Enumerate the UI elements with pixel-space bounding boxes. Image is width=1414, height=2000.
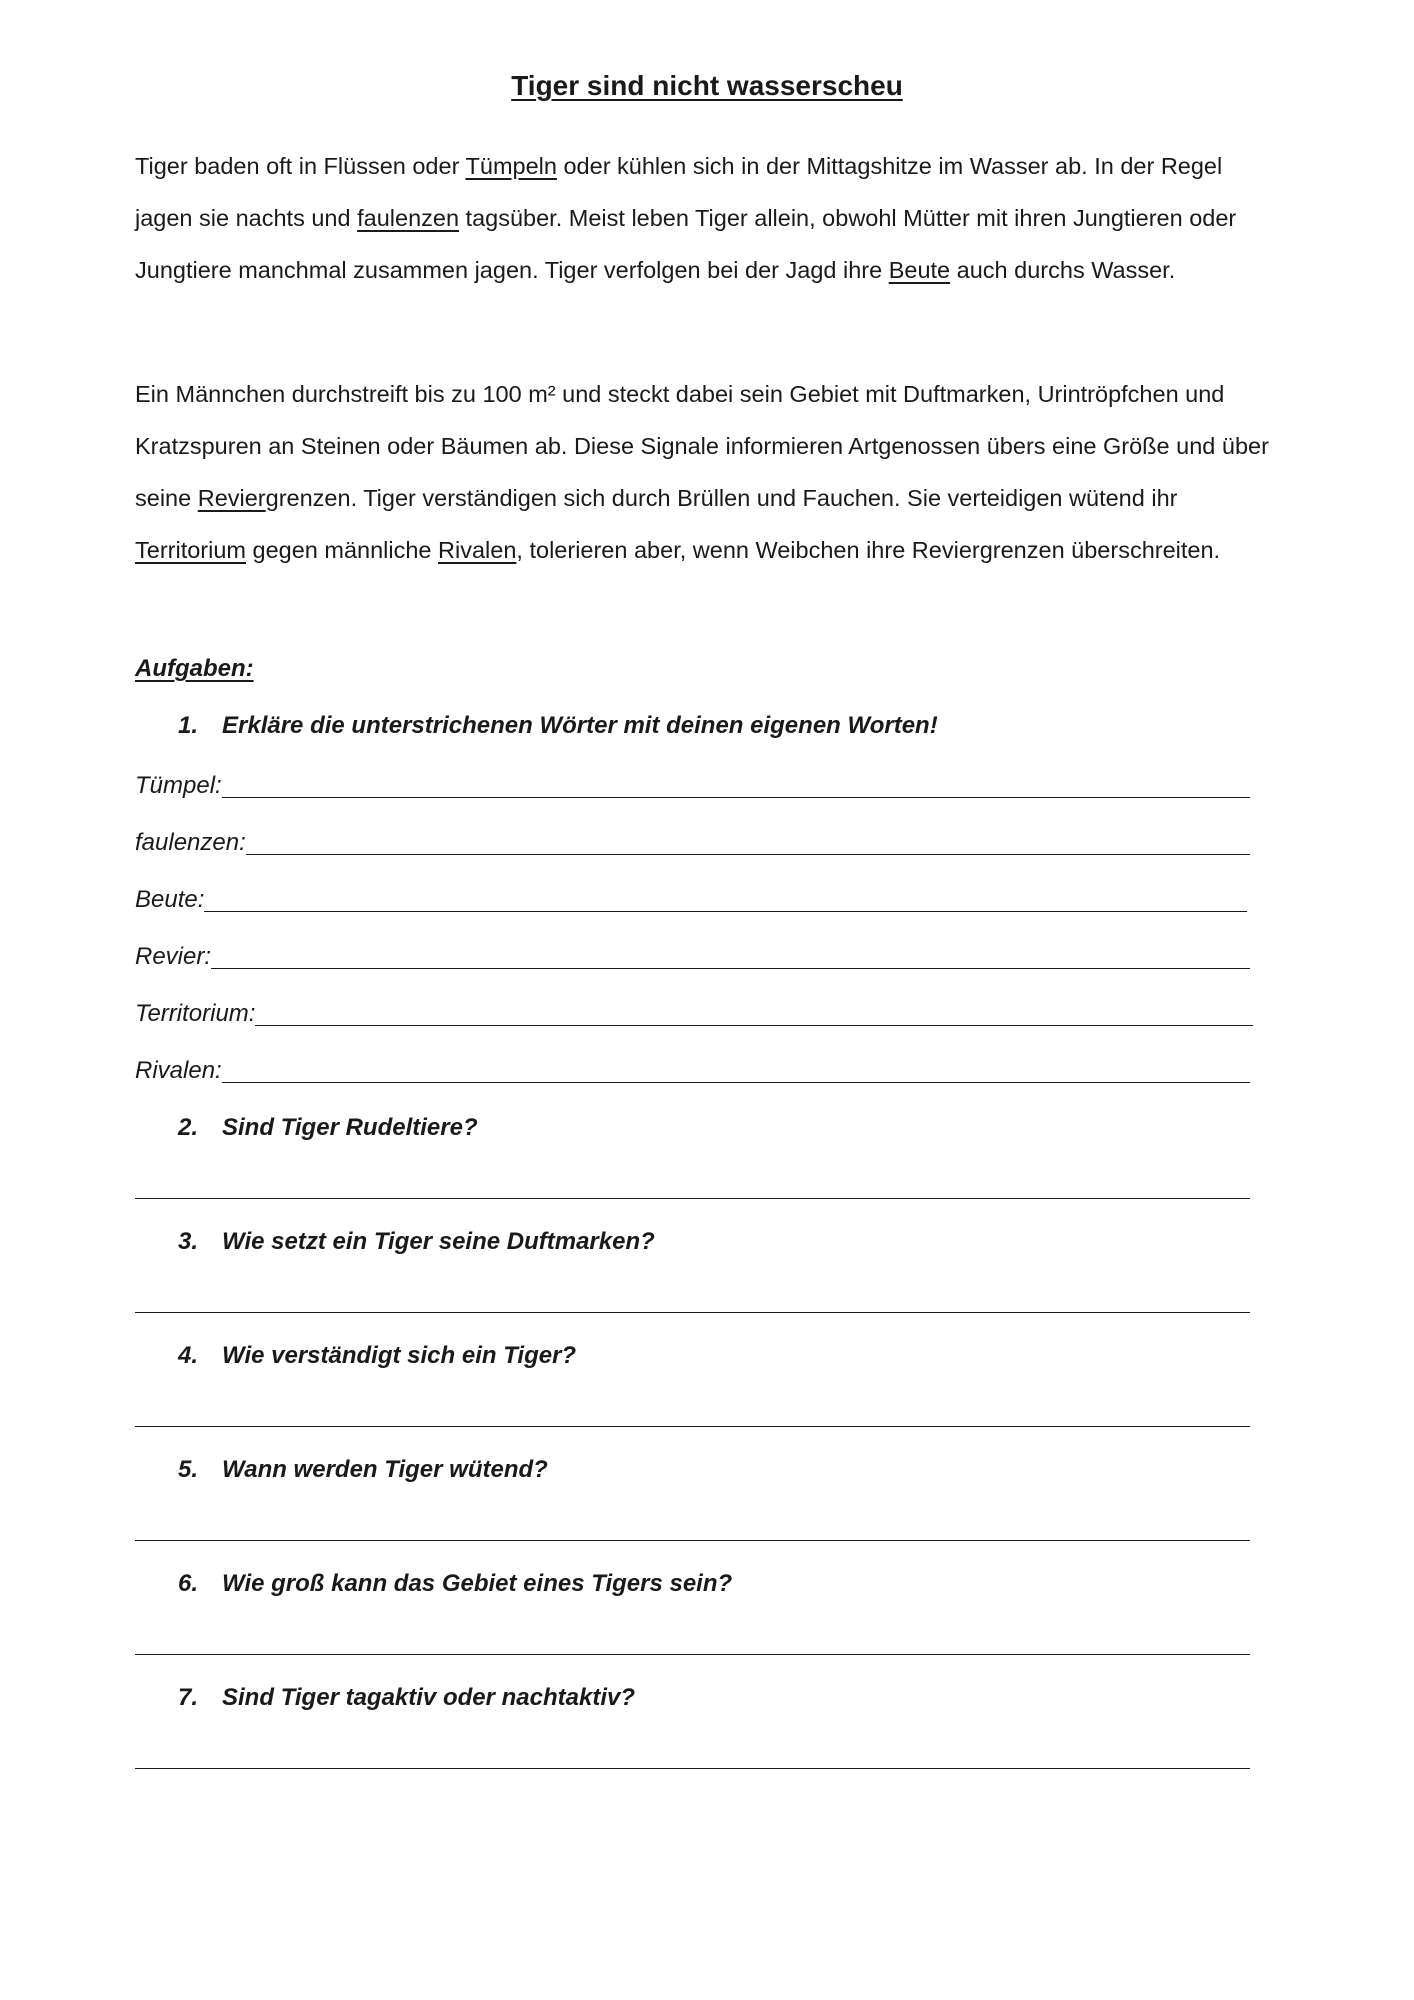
text-paragraph-1 [135,140,1285,296]
page-title: Tiger sind nicht wasserscheu [511,70,903,101]
question-text: Erkläre die unterstrichenen Wörter mit deinen eigenen Worten! [222,712,938,739]
word-label: Beute: [135,886,205,913]
para1-text-4: auch durchs Wasser. [950,257,1176,283]
definition-line-revier[interactable] [135,941,1250,975]
underlined-word-tuempeln: Tümpeln [465,153,557,179]
answer-line-3[interactable] [135,1312,1250,1313]
question-text: Sind Tiger tagaktiv oder nachtaktiv? [222,1684,635,1711]
answer-line-7[interactable] [135,1768,1250,1769]
answer-blank[interactable] [204,883,1247,912]
question-number: 6. [178,1570,199,1597]
answer-line-6[interactable] [135,1654,1250,1655]
word-label: Territorium: [135,1000,256,1027]
question-text: Wie setzt ein Tiger seine Duftmarken? [222,1228,655,1255]
question-7 [178,1684,635,1712]
underlined-word-revier: Revier [197,485,266,511]
question-5 [178,1456,548,1484]
word-label: faulenzen: [135,829,246,856]
question-3 [178,1228,655,1256]
word-label: Rivalen: [135,1057,222,1084]
tasks-heading: Aufgaben: [135,655,254,682]
answer-blank[interactable] [211,940,1250,969]
definition-line-rivalen[interactable] [135,1055,1250,1089]
question-6 [178,1570,732,1598]
question-2 [178,1114,478,1142]
question-number: 4. [178,1342,199,1369]
question-number: 3. [178,1228,199,1255]
para2-text-1: Ein Männchen durchstreift bis zu 100 m² und steckt dabei sein Gebiet mit Duftmarken, Urintröpfchen und Kratzspuren an Steinen oder Bäumen ab. Diese Signale informieren Artgenossen übers eine Größe und über seine [135,381,1269,511]
answer-line-4[interactable] [135,1426,1250,1427]
underlined-word-territorium: Territorium [135,537,246,563]
question-4 [178,1342,576,1370]
question-number: 7. [178,1684,199,1711]
para2-text-3: gegen männliche [245,537,439,563]
question-number: 2. [178,1114,199,1141]
answer-blank[interactable] [222,1054,1250,1083]
para1-text-1: Tiger baden oft in Flüssen oder [135,153,466,179]
underlined-word-beute: Beute [888,257,951,283]
question-number: 5. [178,1456,199,1483]
definition-line-beute[interactable] [135,884,1247,918]
definition-line-tuempel[interactable] [135,770,1250,804]
definition-line-faulenzen[interactable] [135,827,1250,861]
question-text: Wie groß kann das Gebiet eines Tigers sein? [222,1570,733,1597]
definition-line-territorium[interactable] [135,998,1253,1032]
underlined-word-rivalen: Rivalen [438,537,517,563]
answer-line-5[interactable] [135,1540,1250,1541]
word-label: Tümpel: [135,772,222,799]
para1-text-2: oder kühlen sich in der Mittagshitze im Wasser ab. In der Regel jagen sie nachts und [135,153,1223,231]
answer-blank[interactable] [255,997,1253,1026]
question-1 [178,712,938,740]
underlined-word-faulenzen: faulenzen [357,205,460,231]
para2-text-2: grenzen. Tiger verständigen sich durch Brüllen und Fauchen. Sie verteidigen wütend ihr [265,485,1178,511]
question-text: Sind Tiger Rudeltiere? [222,1114,478,1141]
word-label: Revier: [135,943,212,970]
answer-line-2[interactable] [135,1198,1250,1199]
question-text: Wie verständigt sich ein Tiger? [222,1342,577,1369]
question-text: Wann werden Tiger wütend? [222,1456,548,1483]
question-number: 1. [178,712,199,739]
para2-text-4: , tolerieren aber, wenn Weibchen ihre Reviergrenzen überschreiten. [516,537,1221,563]
answer-blank[interactable] [246,826,1250,855]
text-paragraph-2 [135,368,1285,576]
para1-text-3: tagsüber. Meist leben Tiger allein, obwohl Mütter mit ihren Jungtieren oder Jungtiere manchmal zusammen jagen. Tiger verfolgen bei der Jagd ihre [135,205,1237,283]
answer-blank[interactable] [222,769,1250,798]
